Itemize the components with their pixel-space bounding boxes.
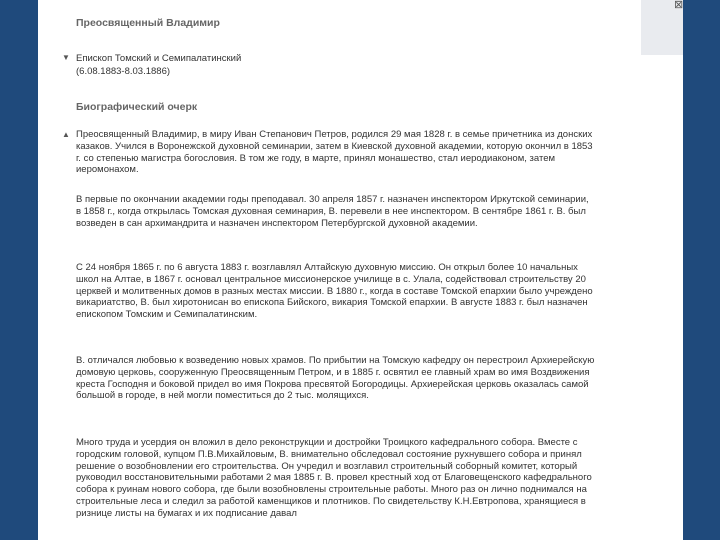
paragraph-1: Преосвященный Владимир, в миру Иван Степанович Петров, родился 29 мая 1828 г. в семье причетника из донских казаков. Учился в Воронежской духовной семинарии, затем в Киевской духовной академии, которую окончил в 1853 г. со степенью магистра богословия. В том же году, в марте, принял монашество, стал иеродиаконом, затем иеромонахом. — [76, 129, 593, 176]
close-icon[interactable]: ⊠ — [674, 0, 684, 11]
bishop-title: Епископ Томский и Семипалатинский — [76, 53, 242, 64]
paragraph-3: С 24 ноября 1865 г. по 6 августа 1883 г. возглавлял Алтайскую духовную миссию. Он открыл более 10 начальных школ на Алтае, в 1867 г. основал центральное миссионерское училище в с. Улала, содействовал строительству 20 церквей и молитвенных домов в разных местах миссии. В 1880 г., когда в составе Томской епархии было учреждено викариатство, В. был хиротонисан во епископа Бийского, викария Томской епархии. В августе 1883 г. был назначен епископом Томским и Семипалатинским. — [76, 262, 593, 321]
paragraph-4: В. отличался любовью к возведению новых храмов. По прибытии на Томскую кафедру он перестроил Архиерейскую домовую церковь, сооруженную Преосвященным Петром, и в 1885 г. освятил ее главный храм во имя Воздвижения креста Господня и боковой придел во имя Покрова пресвятой Богородицы. Архиерейская церковь оказалась самой большой в городе, в ней могли поместиться до 2 тыс. молящихся. — [76, 355, 595, 402]
right-frame-bar — [683, 0, 720, 540]
paragraph-2: В первые по окончании академии годы преподавал. 30 апреля 1857 г. назначен инспектором Иркутской семинарии, в 1858 г., когда открылась Томская духовная семинария, В. перевели в нее инспектором. В сентябре 1861 г. В. был возведен в сан архимандрита и назначен инспектором Петербургской духовной академии. — [76, 194, 589, 229]
section-title: Биографический очерк — [76, 101, 198, 113]
left-frame-bar — [0, 0, 38, 540]
collapse-arrow-icon[interactable]: ▼ — [62, 53, 70, 62]
expand-arrow-icon[interactable]: ▲ — [62, 130, 70, 139]
paragraph-5: Много труда и усердия он вложил в дело реконструкции и достройки Троицкого кафедрального собора. Вместе с городским головой, купцом П.В.Михайловым, В. внимательно обследовал состояние рухнувшего собора и принял решение о возобновлении его строительства. Он учредил и возглавил строительный соборный комитет, который руководил восстановительными работами 2 мая 1885 г. В. провел крестный ход от Благовещенского кафедрального собора к руинам нового собора, где были возобновлены строительные работы. Много раз он лично поднимался на строительные леса и следил за работой каменщиков и плотников. По свидетельству К.Н.Евтропова, хранящиеся в ризнице листы на бумагах и их подписание давал — [76, 437, 592, 519]
page-title: Преосвященный Владимир — [76, 17, 220, 29]
bishop-dates: (6.08.1883-8.03.1886) — [76, 66, 171, 77]
